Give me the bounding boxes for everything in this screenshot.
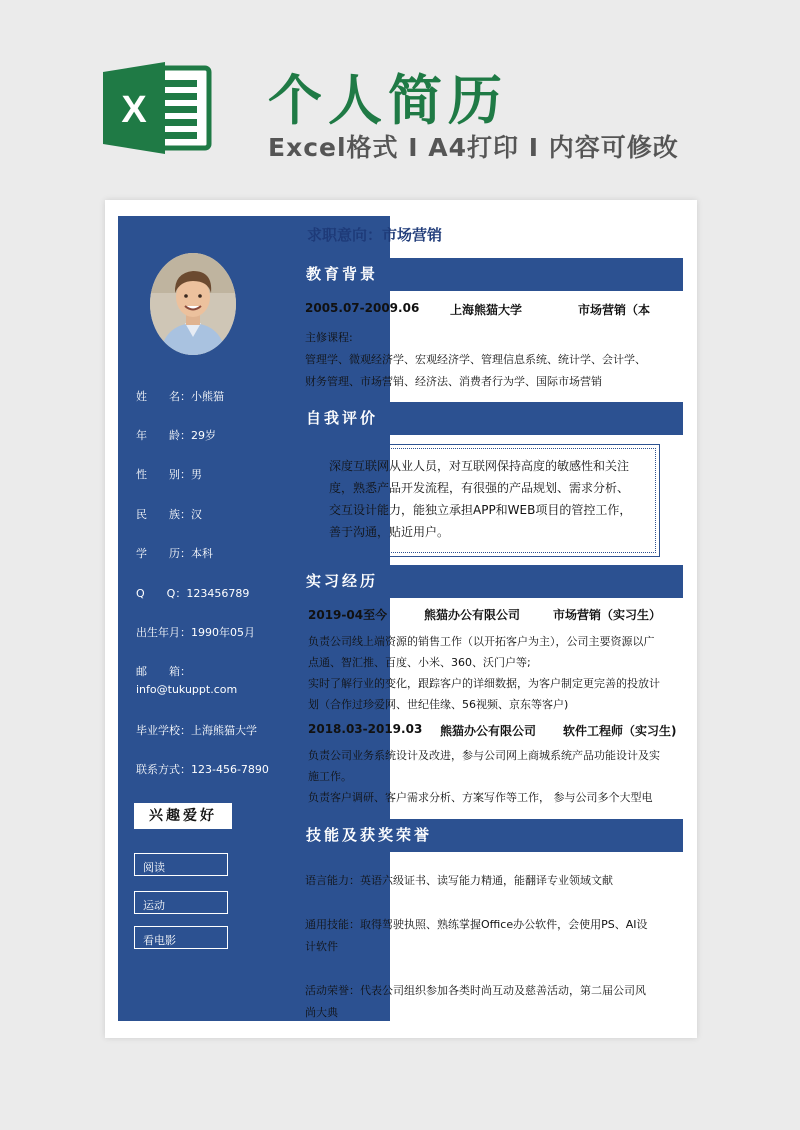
- excel-icon: [103, 60, 213, 156]
- page-subtitle: Excel格式 I A4打印 I 内容可修改: [268, 133, 679, 162]
- skill-honor-line: 活动荣誉：代表公司组织参加各类时尚互动及慈善活动，第二届公司风: [305, 984, 646, 997]
- info-email-label: [136, 663, 191, 679]
- info-value: 本科: [191, 547, 213, 560]
- job-role: 软件工程师（实习生): [563, 724, 677, 738]
- self-eval-line: 深度互联网从业人员，对互联网保持高度的敏感性和关注: [329, 459, 630, 473]
- job-desc-line: 负责公司业务系统设计及改进，参与公司网上商城系统产品功能设计及实: [308, 749, 660, 762]
- skill-language: 语言能力：英语六级证书、读写能力精通，能翻译专业领域文献: [305, 874, 613, 887]
- info-ethnicity: [136, 506, 202, 522]
- info-label: 年 龄：: [136, 429, 191, 442]
- info-school: [136, 722, 257, 738]
- page-title: 个人简历: [268, 69, 508, 132]
- self-eval-line: 交互设计能力，能独立承担APP和WEB项目的管控工作，: [329, 503, 632, 517]
- job-desc-line: 点通、智汇推、百度、小米、360、沃门户等;: [308, 656, 531, 669]
- self-eval-box: [314, 444, 660, 557]
- job-desc-line: 实时了解行业的变化，跟踪客户的详细数据，为客户制定更完善的投放计: [308, 677, 660, 690]
- job-desc-line: 施工作。: [308, 770, 352, 783]
- job-desc-line: 负责公司线上端资源的销售工作（以开拓客户为主），公司主要资源以广: [308, 635, 655, 648]
- info-value: 123456789: [186, 587, 250, 600]
- job-desc-line: 划（合作过珍爱网、世纪佳缘、56视频、京东等客户): [308, 698, 569, 711]
- info-label: Q Q：: [136, 587, 187, 600]
- info-value: 男: [191, 468, 202, 481]
- info-label: 出生年月：: [136, 626, 191, 639]
- section-header-education: 教育背景: [296, 258, 683, 291]
- job-period: 2018.03-2019.03: [308, 722, 423, 736]
- self-eval-line: 善于沟通，贴近用户。: [329, 525, 450, 539]
- edu-period: 2005.07-2009.06: [305, 301, 420, 315]
- hobbies-title: 兴趣爱好: [134, 803, 232, 829]
- hobby-item: 看电影: [134, 926, 228, 949]
- skill-general-line: 计软件: [305, 940, 338, 953]
- info-name: [136, 388, 224, 404]
- section-header-internship: 实习经历: [296, 565, 683, 598]
- job-desc-line: 负责客户调研、客户需求分析、方案写作等工作， 参与公司多个大型电: [308, 791, 653, 804]
- section-header-skills: 技能及获奖荣誉: [296, 819, 683, 852]
- hobby-item: 阅读: [134, 853, 228, 876]
- job-role: 市场营销（实习生）: [553, 608, 662, 622]
- hobby-item: 运动: [134, 891, 228, 914]
- section-header-self-eval: 自我评价: [296, 402, 683, 435]
- info-phone: [136, 761, 269, 777]
- edu-courses-label: 主修课程:: [305, 331, 353, 344]
- info-value: 小熊猫: [191, 390, 224, 403]
- job-period: 2019-04至今: [308, 608, 388, 622]
- info-label: 邮 箱：: [136, 665, 191, 678]
- info-value: 1990年05月: [191, 626, 255, 639]
- edu-courses-line: 管理学、微观经济学、宏观经济学、管理信息系统、统计学、会计学、: [305, 353, 646, 366]
- info-value: info@tukuppt.com: [136, 683, 238, 696]
- info-label: 学 历：: [136, 547, 191, 560]
- info-qq: [136, 585, 249, 601]
- info-label: 姓 名：: [136, 390, 191, 403]
- job-company: 熊猫办公有限公司: [440, 724, 537, 738]
- info-age: [136, 427, 216, 443]
- resume-page: [105, 200, 697, 1038]
- skill-general-line: 通用技能：取得驾驶执照、熟练掌握Office办公软件，会使用PS、AI设: [305, 918, 648, 931]
- edu-major: 市场营销（本: [578, 303, 651, 317]
- info-label: 毕业学校：: [136, 724, 191, 737]
- info-education: [136, 545, 213, 561]
- info-label: 联系方式：: [136, 763, 191, 776]
- edu-courses-line: 财务管理、市场营销、经济法、消费者行为学、国际市场营销: [305, 375, 602, 388]
- info-label: 民 族：: [136, 508, 191, 521]
- edu-school: 上海熊猫大学: [450, 303, 523, 317]
- info-label: 性 别：: [136, 468, 191, 481]
- job-intent: 求职意向：市场营销: [307, 226, 443, 244]
- info-value: 上海熊猫大学: [191, 724, 257, 737]
- info-value: 29岁: [191, 429, 216, 442]
- skill-honor-line: 尚大典: [305, 1006, 338, 1019]
- svg-text:X: X: [121, 89, 147, 131]
- self-eval-line: 度，熟悉产品开发流程，有很强的产品规划、需求分析、: [329, 481, 630, 495]
- info-gender: [136, 466, 202, 482]
- info-email-value: [136, 683, 237, 696]
- profile-photo: [150, 253, 236, 355]
- info-value: 123-456-7890: [191, 763, 269, 776]
- job-company: 熊猫办公有限公司: [424, 608, 521, 622]
- info-birth: [136, 624, 255, 640]
- info-value: 汉: [191, 508, 202, 521]
